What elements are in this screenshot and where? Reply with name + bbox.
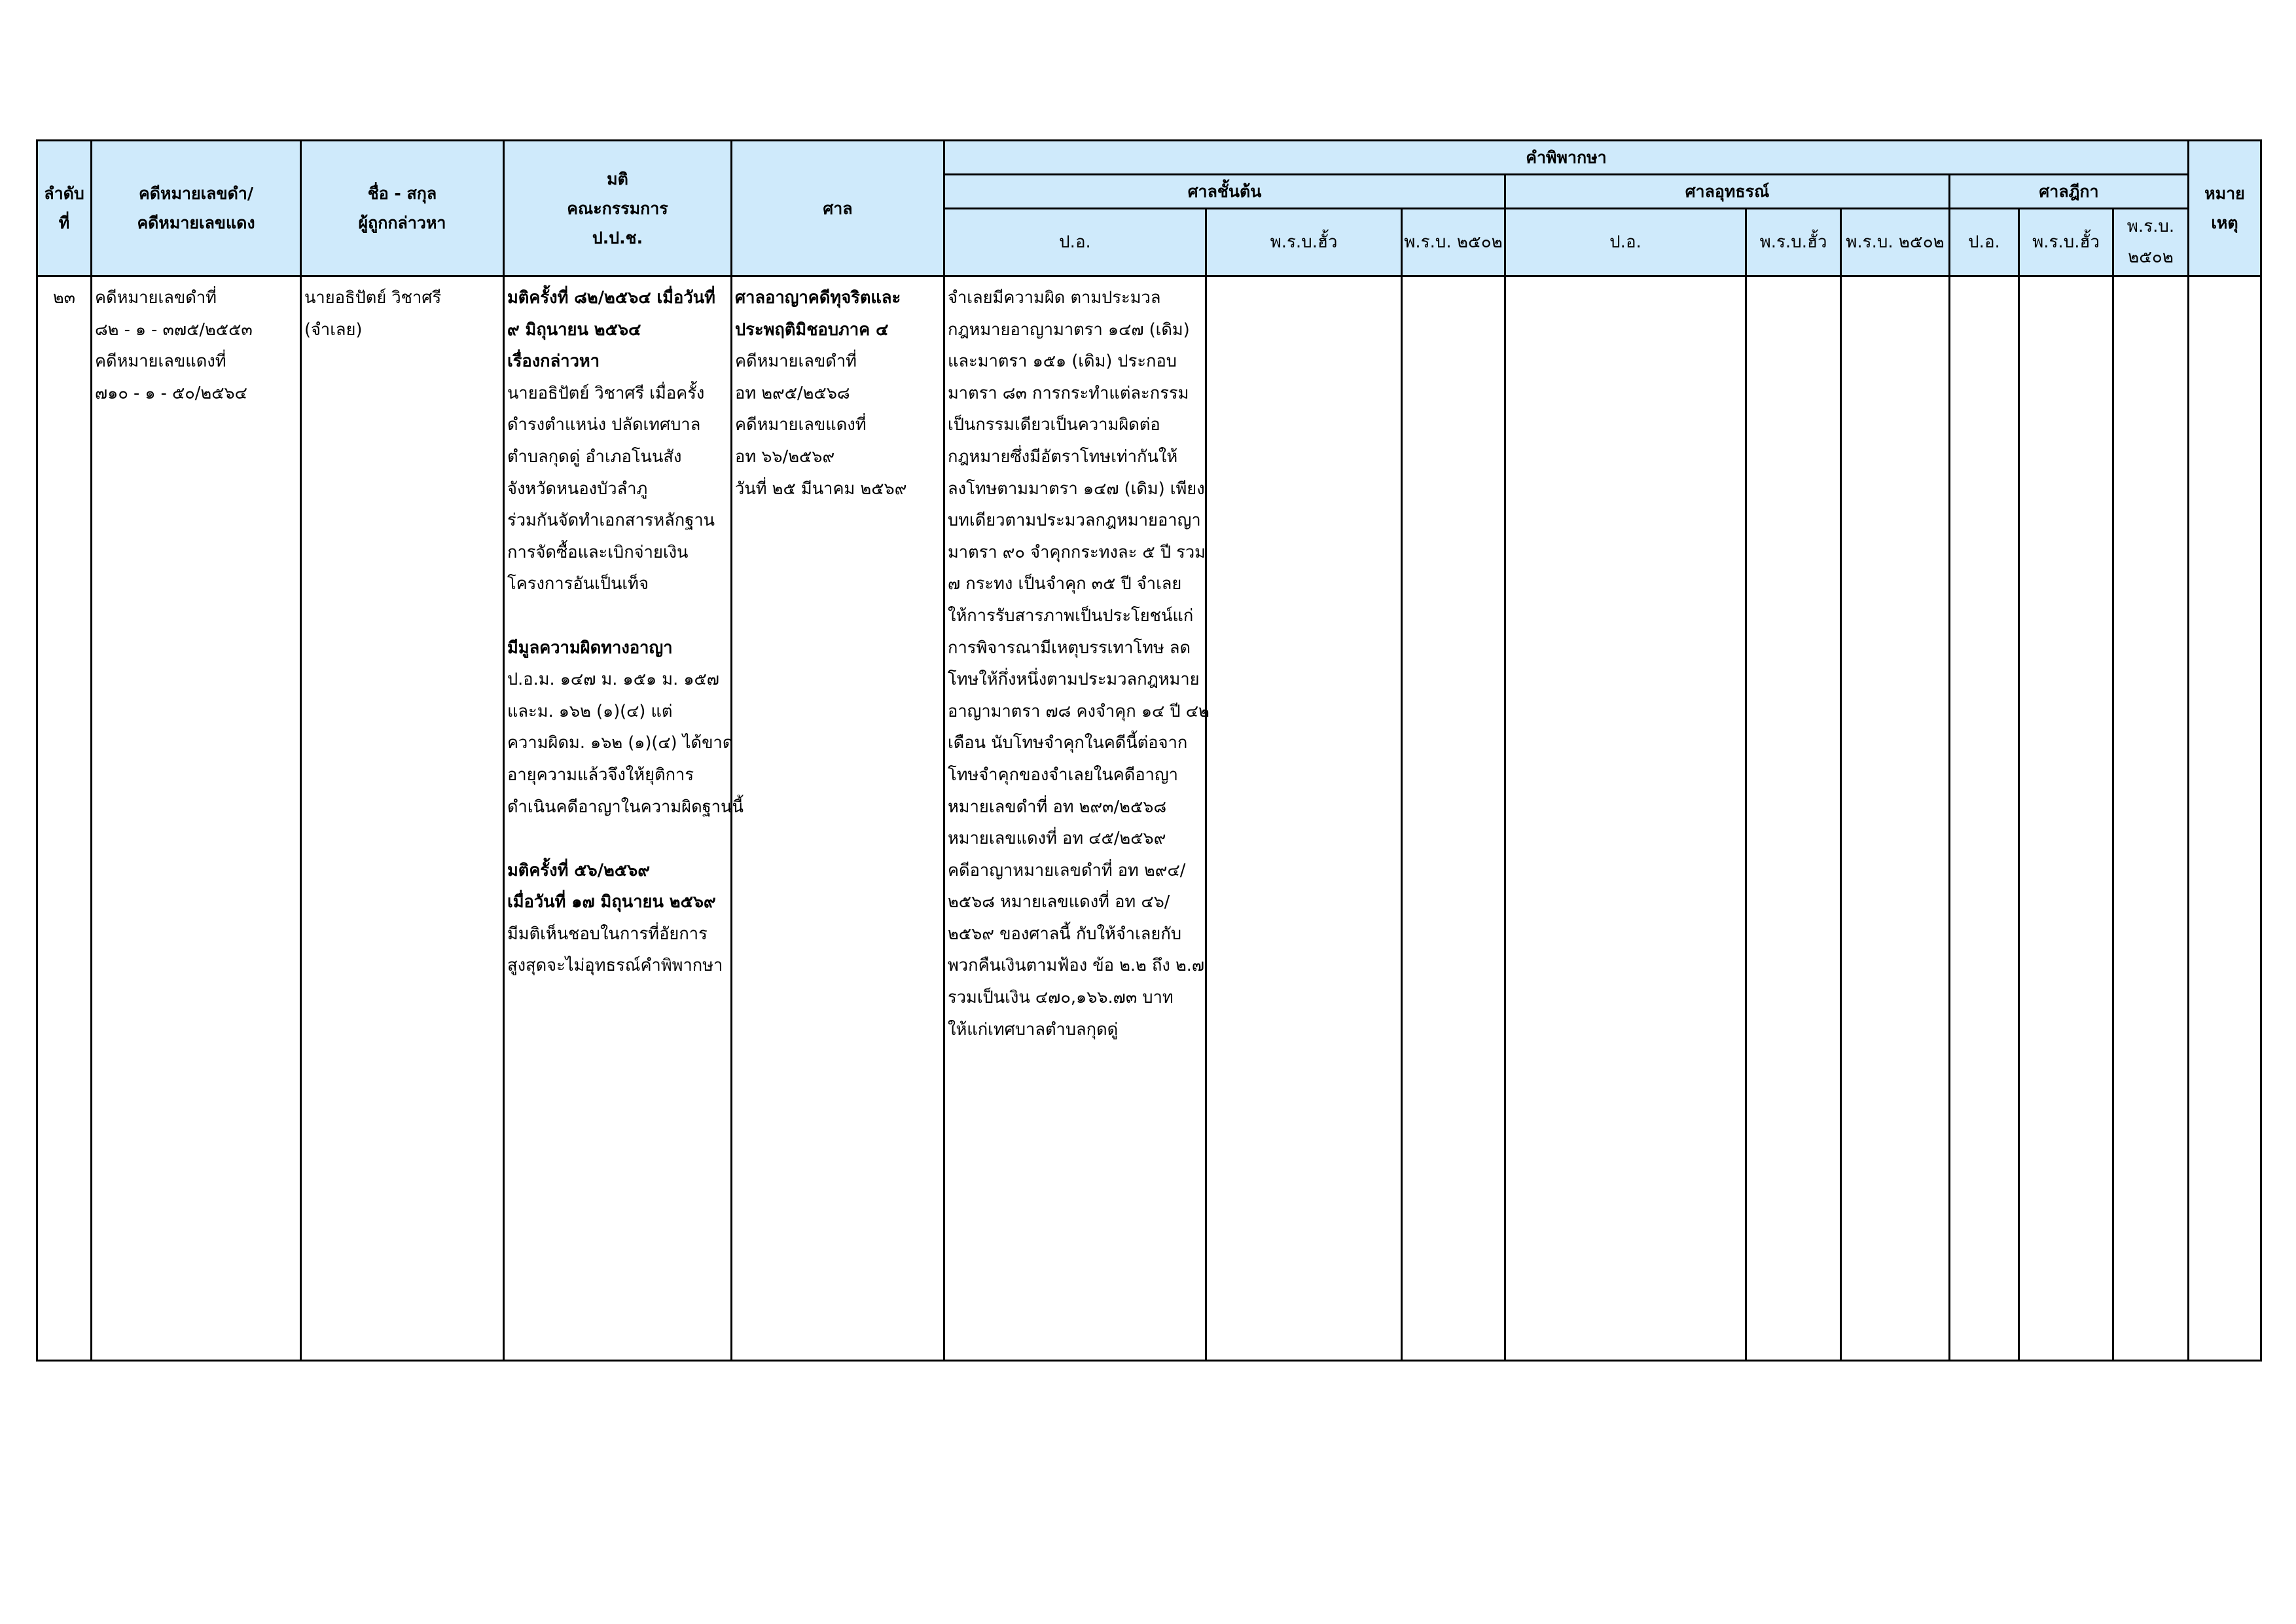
row-seq: ๒๓ (37, 276, 92, 1361)
header-seq: ลำดับ ที่ (37, 141, 92, 276)
header-court: ศาล (732, 141, 944, 276)
case-number-line: ๗๑๐ - ๑ - ๕๐/๒๕๖๔ (95, 383, 247, 403)
case-number-line: คดีหมายเลขดำที่ (95, 288, 217, 308)
judgment-line: เป็นกรรมเดียวเป็นความผิดต่อ (948, 415, 1160, 435)
judgment-line: รวมเป็นเงิน ๔๗๐,๑๖๖.๗๓ บาท (948, 988, 1174, 1008)
resolution-line: มติครั้งที่ ๘๒/๒๕๖๔ เมื่อวันที่ (507, 288, 715, 308)
judgment-line: หมายเลขดำที่ อท ๒๙๓/๒๕๖๘ (948, 797, 1167, 817)
judgment-line: และมาตรา ๑๕๑ (เดิม) ประกอบ (948, 352, 1177, 372)
header-appeal-criminal-code: ป.อ. (1505, 209, 1746, 276)
judgment-line: จำเลยมีความผิด ตามประมวล (948, 288, 1161, 308)
spacer (507, 823, 728, 855)
row-resolution (504, 276, 744, 1361)
row-first-court-bid-act (1206, 276, 1402, 1361)
resolution-line: มีมูลความผิดทางอาญา (507, 638, 673, 658)
judgment-line: อาญามาตรา ๗๘ คงจำคุก ๑๔ ปี ๔๒ (948, 701, 1210, 721)
resolution-line: การจัดซื้อและเบิกจ่ายเงิน (507, 542, 689, 562)
header-resolution: มติ คณะกรรมการ ป.ป.ช. (504, 141, 732, 276)
resolution-line: ดำเนินคดีอาญาในความผิดฐานนี้ (507, 797, 744, 817)
resolution-line: อายุความแล้วจึงให้ยุติการ (507, 765, 694, 785)
court-line: ประพฤติมิชอบภาค ๔ (735, 319, 889, 340)
resolution-line: ดำรงตำแหน่ง ปลัดเทศบาล (507, 415, 701, 435)
header-first-act-2502: พ.ร.บ. ๒๕๐๒ (1402, 209, 1505, 276)
header-supreme-criminal-code: ป.อ. (1950, 209, 2019, 276)
row-first-court-act-2502 (1402, 276, 1505, 1361)
court-line: ศาลอาญาคดีทุจริตและ (735, 288, 901, 308)
court-line: คดีหมายเลขดำที่ (735, 352, 857, 372)
court-line: วันที่ ๒๕ มีนาคม ๒๕๖๙ (735, 478, 907, 499)
court-line: คดีหมายเลขแดงที่ (735, 415, 867, 435)
judgment-line: มาตรา ๙๐ จำคุกกระทงละ ๕ ปี รวม (948, 542, 1206, 562)
header-judgment: คำพิพากษา (944, 141, 2189, 175)
row-first-court-criminal-code (944, 276, 1210, 1361)
resolution-line: จังหวัดหนองบัวลำภู (507, 478, 648, 499)
header-first-criminal-code: ป.อ. (944, 209, 1206, 276)
accused-name-line: นายอธิปัตย์ วิชาศรี (304, 288, 442, 308)
case-table (36, 139, 2262, 1362)
header-appeal-court: ศาลอุทธรณ์ (1505, 175, 1950, 209)
judgment-line: ๒๕๖๘ หมายเลขแดงที่ อท ๔๖/ (948, 892, 1170, 912)
judgment-line: การพิจารณามีเหตุบรรเทาโทษ ลด (948, 638, 1191, 658)
row-supreme-bid-act (2019, 276, 2113, 1361)
judgment-line: ลงโทษตามมาตรา ๑๔๗ (เดิม) เพียง (948, 478, 1205, 499)
row-accused-name (301, 276, 504, 1361)
judgment-line: กฎหมายซึ่งมีอัตราโทษเท่ากันให้ (948, 446, 1178, 467)
spacer (507, 600, 728, 632)
resolution-line: ความผิดม. ๑๖๒ (๑)(๔) ได้ขาด (507, 733, 734, 753)
case-number-line: ๘๒ - ๑ - ๓๗๕/๒๕๕๓ (95, 319, 253, 340)
judgment-line: โทษให้กึ่งหนึ่งตามประมวลกฎหมาย (948, 670, 1200, 690)
header-first-court: ศาลชั้นต้น (944, 175, 1505, 209)
judgment-line: บทเดียวตามประมวลกฎหมายอาญา (948, 511, 1201, 531)
judgment-line: ให้การรับสารภาพเป็นประโยชน์แก่ (948, 605, 1194, 626)
header-supreme-court: ศาลฎีกา (1950, 175, 2189, 209)
header-supreme-act-2502: พ.ร.บ. ๒๕๐๒ (2113, 209, 2189, 276)
judgment-line: ๗ กระทง เป็นจำคุก ๓๕ ปี จำเลย (948, 574, 1182, 594)
judgment-line: มาตรา ๘๓ การกระทำแต่ละกรรม (948, 383, 1189, 403)
resolution-line: สูงสุดจะไม่อุทธรณ์คำพิพากษา (507, 956, 723, 976)
row-court (732, 276, 944, 1361)
judgment-line: โทษจำคุกของจำเลยในคดีอาญา (948, 765, 1178, 785)
resolution-line: โครงการอันเป็นเท็จ (507, 574, 649, 594)
resolution-line: ตำบลกุดดู่ อำเภอโนนสัง (507, 446, 682, 467)
judgment-line: หมายเลขแดงที่ อท ๔๕/๒๕๖๙ (948, 829, 1166, 849)
resolution-line: ร่วมกันจัดทำเอกสารหลักฐาน (507, 511, 715, 531)
table-row (37, 276, 2261, 1361)
header-case-no: คดีหมายเลขดำ/ คดีหมายเลขแดง (92, 141, 301, 276)
court-line: อท ๒๙๕/๒๕๖๘ (735, 383, 850, 403)
resolution-line: มีมติเห็นชอบในการที่อัยการ (507, 924, 708, 944)
resolution-line: เมื่อวันที่ ๑๗ มิถุนายน ๒๕๖๙ (507, 892, 716, 912)
judgment-line: กฎหมายอาญามาตรา ๑๔๗ (เดิม) (948, 319, 1190, 340)
judgment-line: เดือน นับโทษจำคุกในคดีนี้ต่อจาก (948, 733, 1188, 753)
header-supreme-bid-act: พ.ร.บ.ฮั้ว (2019, 209, 2113, 276)
header-first-bid-act: พ.ร.บ.ฮั้ว (1206, 209, 1402, 276)
row-supreme-act-2502 (2113, 276, 2189, 1361)
row-appeal-bid-act (1746, 276, 1841, 1361)
resolution-line: ป.อ.ม. ๑๔๗ ม. ๑๕๑ ม. ๑๕๗ (507, 670, 719, 690)
accused-name-line: (จำเลย) (304, 319, 363, 340)
row-appeal-criminal-code (1505, 276, 1746, 1361)
header-appeal-act-2502: พ.ร.บ. ๒๕๐๒ (1841, 209, 1950, 276)
judgment-line: พวกคืนเงินตามฟ้อง ข้อ ๒.๒ ถึง ๒.๗ (948, 956, 1205, 976)
resolution-line: นายอธิปัตย์ วิชาศรี เมื่อครั้ง (507, 383, 705, 403)
resolution-line: ๙ มิถุนายน ๒๕๖๔ (507, 319, 641, 340)
row-remarks (2189, 276, 2261, 1361)
header-remarks: หมาย เหตุ (2189, 141, 2261, 276)
resolution-line: มติครั้งที่ ๕๖/๒๕๖๙ (507, 860, 651, 880)
resolution-line: เรื่องกล่าวหา (507, 352, 600, 372)
case-number-line: คดีหมายเลขแดงที่ (95, 352, 226, 372)
header-appeal-bid-act: พ.ร.บ.ฮั้ว (1746, 209, 1841, 276)
judgment-line: คดีอาญาหมายเลขดำที่ อท ๒๙๔/ (948, 860, 1186, 880)
row-case-no (92, 276, 301, 1361)
header-accused-name: ชื่อ - สกุล ผู้ถูกกล่าวหา (301, 141, 504, 276)
row-supreme-criminal-code (1950, 276, 2019, 1361)
judgment-line: ให้แก่เทศบาลตำบลกุดดู่ (948, 1019, 1119, 1039)
court-line: อท ๖๖/๒๕๖๙ (735, 446, 835, 467)
judgment-line: ๒๕๖๙ ของศาลนี้ กับให้จำเลยกับ (948, 924, 1181, 944)
row-appeal-act-2502 (1841, 276, 1950, 1361)
resolution-line: และม. ๑๖๒ (๑)(๔) แต่ (507, 701, 673, 721)
